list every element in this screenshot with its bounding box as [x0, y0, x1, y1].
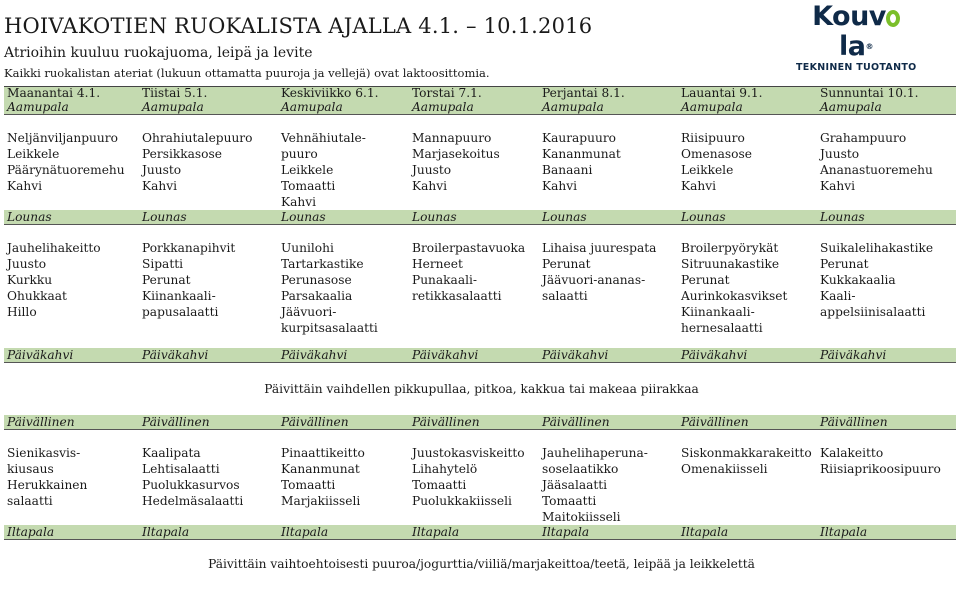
menu-item: kiusaus [7, 462, 54, 476]
menu-item: Juusto [412, 163, 452, 177]
breakfast-cell [678, 115, 817, 211]
dinner-cell [409, 430, 539, 526]
meal-label: Päiväkahvi [409, 348, 539, 363]
menu-item: Kiinankaali- [142, 289, 216, 303]
breakfast-cell [409, 115, 539, 211]
menu-item: Omenasose [681, 147, 752, 161]
lunch-cell [139, 225, 278, 348]
menu-item: Jauhelihaperuna- [542, 446, 648, 460]
menu-item: Kahvi [281, 195, 317, 209]
dinner-cell [278, 430, 409, 526]
breakfast-cell [278, 115, 409, 211]
menu-item: Kaali- [820, 289, 856, 303]
menu-item: salaatti [542, 289, 588, 303]
meal-label: Iltapala [139, 525, 278, 540]
supper-description: Päivittäin vaihtoehtoisesti puuroa/jogurttia/viiliä/marjakeittoa/teetä, leipää ja leikkelettä [208, 556, 755, 571]
breakfast-row [4, 115, 956, 211]
menu-item: Ananastuoremehu [820, 163, 933, 177]
meal-label: Päiväkahvi [4, 348, 139, 363]
meal-label: Lounas [278, 210, 409, 225]
menu-item: Persikkasose [142, 147, 222, 161]
meal-label: Aamupala [278, 100, 409, 115]
menu-item: Kukkakaalia [820, 273, 896, 287]
meal-label: Iltapala [817, 525, 956, 540]
meal-label: Aamupala [678, 100, 817, 115]
menu-item: Leikkele [681, 163, 734, 177]
menu-item: Porkkanapihvit [142, 241, 236, 255]
menu-item: Kananmunat [281, 462, 360, 476]
day-header: Sunnuntai 10.1. [817, 87, 956, 101]
menu-item: Juusto [142, 163, 182, 177]
menu-item: Herukkainen [7, 478, 88, 492]
menu-item: Vehnähiutale- [281, 131, 366, 145]
menu-item: papusalaatti [142, 305, 219, 319]
dinner-label-row [4, 415, 956, 430]
menu-item: Neljänviljanpuuro [7, 131, 118, 145]
logo-text-start: Kouv [812, 1, 886, 32]
meal-label: Päiväkahvi [539, 348, 678, 363]
meal-label: Aamupala [4, 100, 139, 115]
meal-label: Päivällinen [539, 415, 678, 430]
meal-label: Päivällinen [817, 415, 956, 430]
menu-item: retikkasalaatti [412, 289, 502, 303]
supper-label-row [4, 525, 956, 540]
menu-item: Juusto [7, 257, 47, 271]
meal-label: Päiväkahvi [278, 348, 409, 363]
menu-item: Kaurapuuro [542, 131, 616, 145]
menu-item: Grahampuuro [820, 131, 907, 145]
menu-item: appelsiinisalaatti [820, 305, 926, 319]
meal-label: Päivällinen [4, 415, 139, 430]
menu-item: Perunat [142, 273, 191, 287]
menu-item: Hedelmäsalaatti [142, 494, 244, 508]
menu-item: Lihaisa juurespata [542, 241, 657, 255]
menu-item: Pinaattikeitto [281, 446, 365, 460]
menu-item: Ohukkaat [7, 289, 67, 303]
menu-item: Banaani [542, 163, 593, 177]
menu-item: kurpitsasalaatti [281, 321, 378, 335]
menu-item: Kahvi [681, 179, 717, 193]
menu-item: Broilerpyörykät [681, 241, 779, 255]
logo-wordmark [796, 2, 916, 62]
menu-item: Mannapuuro [412, 131, 492, 145]
menu-item: Marjakiisseli [281, 494, 361, 508]
menu-item: Jäävuori-ananas- [542, 273, 646, 287]
menu-item: Kurkku [7, 273, 53, 287]
dinner-cell [4, 430, 139, 526]
meal-label: Aamupala [409, 100, 539, 115]
menu-item: Omenakiisseli [681, 462, 768, 476]
kouvola-logo [796, 2, 916, 73]
menu-item: Leikkele [281, 163, 334, 177]
menu-item: Sitruunakastike [681, 257, 780, 271]
menu-item: Perunat [681, 273, 730, 287]
menu-item: Kananmunat [542, 147, 621, 161]
day-header: Lauantai 9.1. [678, 87, 817, 101]
page-title: HOIVAKOTIEN RUOKALISTA AJALLA 4.1. – 10.1.2016 [4, 14, 593, 38]
meal-label: Päiväkahvi [678, 348, 817, 363]
menu-item: puuro [281, 147, 318, 161]
menu-item: Uunilohi [281, 241, 334, 255]
menu-item: Maitokiisseli [542, 510, 621, 524]
menu-item: salaatti [7, 494, 53, 508]
meal-label: Aamupala [817, 100, 956, 115]
meal-label: Lounas [539, 210, 678, 225]
lunch-row [4, 225, 956, 348]
menu-item: Jäävuori- [281, 305, 337, 319]
day-header: Tiistai 5.1. [139, 87, 278, 101]
dinner-cell [817, 430, 956, 526]
menu-item: Tomaatti [281, 179, 336, 193]
dinner-cell [139, 430, 278, 526]
day-header: Maanantai 4.1. [4, 87, 139, 101]
menu-item: Kahvi [412, 179, 448, 193]
menu-item: Leikkele [7, 147, 60, 161]
day-header-row [4, 87, 956, 101]
day-header: Perjantai 8.1. [539, 87, 678, 101]
logo-registered-mark: ® [865, 42, 873, 51]
lunch-cell [678, 225, 817, 348]
logo-subtitle: TEKNINEN TUOTANTO [796, 62, 917, 73]
menu-item: Punakaali- [412, 273, 477, 287]
menu-item: Perunat [820, 257, 869, 271]
meal-label: Iltapala [678, 525, 817, 540]
meal-label: Päiväkahvi [139, 348, 278, 363]
breakfast-cell [139, 115, 278, 211]
menu-item: Kahvi [542, 179, 578, 193]
lunch-cell [278, 225, 409, 348]
menu-item: Tomaatti [542, 494, 597, 508]
meal-label: Päivällinen [278, 415, 409, 430]
menu-item: Sipatti [142, 257, 184, 271]
menu-item: Suikalelihakastike [820, 241, 934, 255]
menu-item: Kaalipata [142, 446, 201, 460]
menu-item: Kahvi [7, 179, 43, 193]
menu-item: Lehtisalaatti [142, 462, 220, 476]
day-header: Keskiviikko 6.1. [278, 87, 409, 101]
day-header: Torstai 7.1. [409, 87, 539, 101]
lunch-cell [4, 225, 139, 348]
menu-item: Herneet [412, 257, 463, 271]
breakfast-label-row [4, 100, 956, 115]
menu-item: Jääsalaatti [542, 478, 608, 492]
menu-item: Puolukkakiisseli [412, 494, 512, 508]
meal-label: Iltapala [539, 525, 678, 540]
supper-row [4, 540, 956, 588]
meal-label: Päivällinen [678, 415, 817, 430]
menu-item: Tomaatti [412, 478, 467, 492]
menu-item: Päärynätuoremehu [7, 163, 125, 177]
menu-item: Puolukkasurvos [142, 478, 240, 492]
page-subtitle: Atrioihin kuuluu ruokajuoma, leipä ja levite [4, 45, 313, 61]
coffee-row [4, 362, 956, 415]
menu-item: Kiinankaali- [681, 305, 755, 319]
menu-item: Jauhelihakeitto [7, 241, 101, 255]
menu-item: Hillo [7, 305, 37, 319]
menu-item: Lihahytelö [412, 462, 478, 476]
coffee-description: Päivittäin vaihdellen pikkupullaa, pitkoa, kakkua tai makeaa piirakkaa [264, 381, 699, 396]
menu-item: Riisipuuro [681, 131, 745, 145]
meal-label: Lounas [409, 210, 539, 225]
meal-label: Iltapala [409, 525, 539, 540]
menu-item: Riisiaprikoosipuuro [820, 462, 941, 476]
menu-item: Juusto [820, 147, 860, 161]
meal-label: Lounas [4, 210, 139, 225]
menu-item: Aurinkokasvikset [681, 289, 788, 303]
meal-label: Iltapala [278, 525, 409, 540]
meal-label: Lounas [678, 210, 817, 225]
menu-item: Sienikasvis- [7, 446, 81, 460]
meal-label: Päiväkahvi [817, 348, 956, 363]
lactose-note: Kaikki ruokalistan ateriat (lukuun ottamatta puuroja ja vellejä) ovat laktoosittomia. [4, 66, 490, 80]
meal-label: Lounas [817, 210, 956, 225]
menu-item: Ohrahiutalepuuro [142, 131, 253, 145]
meal-label: Aamupala [539, 100, 678, 115]
logo-o-icon [886, 10, 900, 27]
menu-item: Parsakaalia [281, 289, 353, 303]
menu-table [4, 86, 956, 588]
meal-label: Päivällinen [139, 415, 278, 430]
menu-item: Tartarkastike [281, 257, 364, 271]
lunch-label-row [4, 210, 956, 225]
meal-label: Päivällinen [409, 415, 539, 430]
lunch-cell [539, 225, 678, 348]
meal-label: Aamupala [139, 100, 278, 115]
menu-item: Siskonmakkarakeitto [681, 446, 812, 460]
logo-text-end: la [839, 31, 866, 62]
menu-item: Perunasose [281, 273, 352, 287]
coffee-label-row [4, 348, 956, 363]
menu-item: Tomaatti [281, 478, 336, 492]
lunch-cell [409, 225, 539, 348]
meal-label: Iltapala [4, 525, 139, 540]
menu-item: Kalakeitto [820, 446, 884, 460]
meal-label: Lounas [139, 210, 278, 225]
breakfast-cell [817, 115, 956, 211]
lunch-cell [817, 225, 956, 348]
dinner-row [4, 430, 956, 526]
menu-item: Juustokasviskeitto [412, 446, 525, 460]
menu-item: Kahvi [820, 179, 856, 193]
dinner-cell [678, 430, 817, 526]
breakfast-cell [4, 115, 139, 211]
breakfast-cell [539, 115, 678, 211]
dinner-cell [539, 430, 678, 526]
menu-item: hernesalaatti [681, 321, 763, 335]
menu-item: Marjasekoitus [412, 147, 500, 161]
menu-item: Perunat [542, 257, 591, 271]
menu-item: Broilerpastavuoka [412, 241, 526, 255]
menu-item: soselaatikko [542, 462, 619, 476]
menu-item: Kahvi [142, 179, 178, 193]
